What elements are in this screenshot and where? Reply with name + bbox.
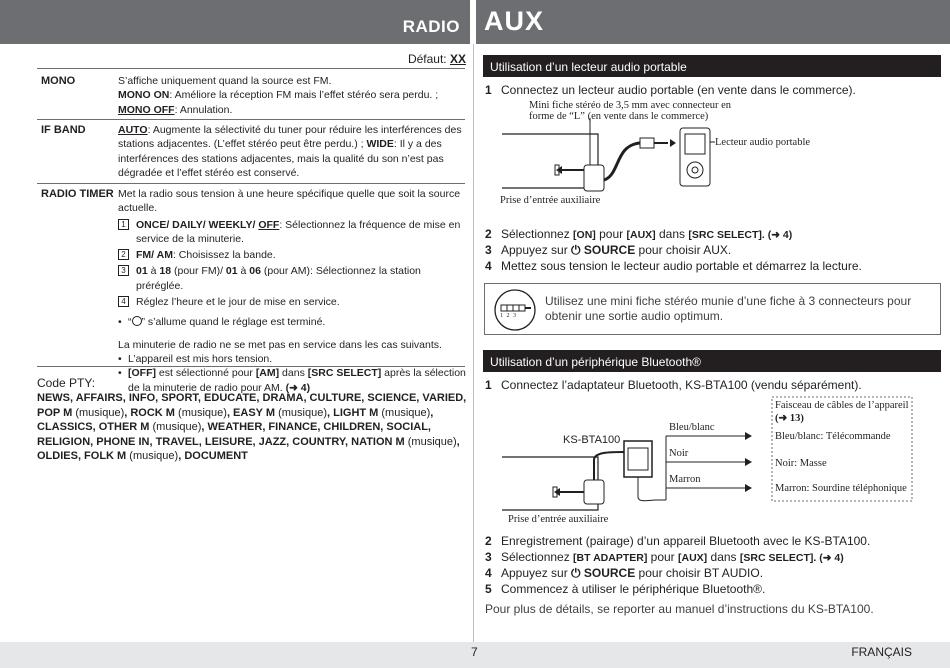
step-select-bt-adapter: 3 Sélectionnez [BT ADAPTER] pour [AUX] dans [SRC SELECT]. (➜ 4): [485, 550, 844, 564]
mono-description: S’affiche uniquement quand la source est FM. MONO ON: Améliore la réception FM mais l’effet stéréo sera perdu. ; MONO OFF: Annulation.: [118, 75, 439, 116]
default-note: Défaut: XX: [407, 52, 466, 66]
pty-segment: (musique): [404, 435, 457, 448]
pty-segment: (musique): [126, 450, 179, 462]
closing-note: Pour plus de détails, se reporter au manuel d’instructions du KS-BTA100.: [485, 602, 874, 616]
pty-segment: , DOCUMENT: [178, 450, 248, 462]
harness-label: Faisceau de câbles de l’appareil (➜ 13): [775, 400, 909, 424]
plug-icon-numbers: 1 2 3: [500, 313, 517, 319]
pty-segment: , OLDIES, FOLK M: [37, 435, 460, 462]
pty-segment: (musique): [275, 406, 327, 419]
pty-segment: , LIGHT M: [327, 406, 379, 419]
language-label: FRANÇAIS: [851, 645, 912, 659]
step-select-on: 2 Sélectionnez [ON] pour [AUX] dans [SRC SELECT]. (➜ 4): [485, 227, 793, 241]
pty-segment: , CLASSICS, OTHER M: [37, 406, 434, 433]
pty-segment: , EASY M: [226, 406, 276, 419]
step-press-source-bt: 4 Appuyez sur ⏻ SOURCE pour choisir BT AUDIO.: [485, 566, 764, 580]
timer-label: RADIO TIMER: [41, 188, 114, 200]
pty-segment: (musique): [378, 406, 431, 419]
pty-segment: (musique): [149, 421, 202, 433]
wire-black-label: Noir: [669, 448, 689, 459]
pty-segment: (musique): [174, 406, 227, 419]
step-pairing: 2 Enregistrement (pairage) d’un appareil Bluetooth avec le KS-BTA100.: [485, 534, 871, 548]
timer-description: Met la radio sous tension à une heure spécifique quelle que soit la source actuelle. 1 ONCE/ DAILY/ WEEKLY/ OFF: Sélectionnez la fréquence de mise en service de la minuterie. 2 FM/ AM: Choisissez la bande. 3 01 à 18 (pour FM)/ 01 à 06 (pour AM): Sélectionnez la station préréglée. 4 Réglez l’heure et le jour de mise en service. • “ ” s’allume quand le réglage est terminé. La minuterie de radio ne se met pas en service dans les cas suivants. • L’appareil est mis hors tension. • [OFF] est sélectionné pour [AM] dans [SRC SELECT] après la sélection de la minuterie de radio pour AM. (➜ 4): [118, 187, 466, 395]
step-press-source: 3 Appuyez sur ⏻ SOURCE pour choisir AUX.: [485, 243, 732, 257]
pty-segment: , WEATHER, FINANCE, CHILDREN, SOCIAL, RELIGION, PHONE IN, TRAVEL, LEISURE, JAZZ, COUNTRY, NATION M: [37, 421, 431, 448]
mono-label: MONO: [41, 75, 76, 87]
ifband-description: AUTO: Augmente la sélectivité du tuner pour réduire les interférences des stations adjacentes. (L’effet stéréo peut être perdu.) ; WIDE: Il y a des interférences des stations adjacentes, mais la qualité du son n’est pas dégradée et l’effet stéréo est conservé.: [118, 124, 462, 179]
pty-segment: , ROCK M: [124, 406, 175, 419]
wire-blue-label: Bleu/blanc: [669, 422, 715, 433]
plug-label: Mini fiche stéréo de 3,5 mm avec connecteur en forme de “L” (en vente dans le commerce): [529, 100, 732, 122]
wire-brown-desc: Marron: Sourdine téléphonique: [775, 483, 907, 494]
note-text: Utilisez une mini fiche stéréo munie d’une fiche à 3 connecteurs pour obtenir une sortie audio optimum.: [545, 294, 912, 323]
wire-brown-label: Marron: [669, 474, 701, 485]
bt-aux-input-label: Prise d’entrée auxiliaire: [508, 514, 609, 525]
section-title-bluetooth: Utilisation d’un périphérique Bluetooth®: [483, 350, 941, 372]
pty-segment: (musique): [72, 406, 125, 419]
pty-segment: NEWS, AFFAIRS, INFO, SPORT, EDUCATE, DRAMA, CULTURE, SCIENCE, VARIED, POP M: [37, 392, 467, 419]
pty-title: Code PTY:: [37, 376, 96, 390]
step-start-playback: 4 Mettez sous tension le lecteur audio portable et démarrez la lecture.: [485, 259, 862, 273]
aux-input-label: Prise d’entrée auxiliaire: [500, 195, 601, 206]
step-use-bluetooth: 5 Commencez à utiliser le périphérique Bluetooth®.: [485, 582, 766, 596]
bta100-label: KS-BTA100: [563, 434, 621, 446]
page-number: 7: [471, 645, 478, 659]
radio-title: RADIO: [402, 17, 460, 36]
step-connect-portable: 1 Connectez un lecteur audio portable (en vente dans le commerce).: [485, 83, 856, 97]
step-connect-bluetooth: 1 Connectez l’adaptateur Bluetooth, KS-BTA100 (vendu séparément).: [485, 378, 862, 392]
wire-black-desc: Noir: Masse: [775, 458, 827, 469]
section-title-portable: Utilisation d’un lecteur audio portable: [483, 55, 941, 77]
player-label: Lecteur audio portable: [715, 137, 811, 148]
aux-title: AUX: [484, 6, 545, 36]
ifband-label: IF BAND: [41, 124, 86, 136]
wire-blue-desc: Bleu/blanc: Télécommande: [775, 431, 891, 442]
